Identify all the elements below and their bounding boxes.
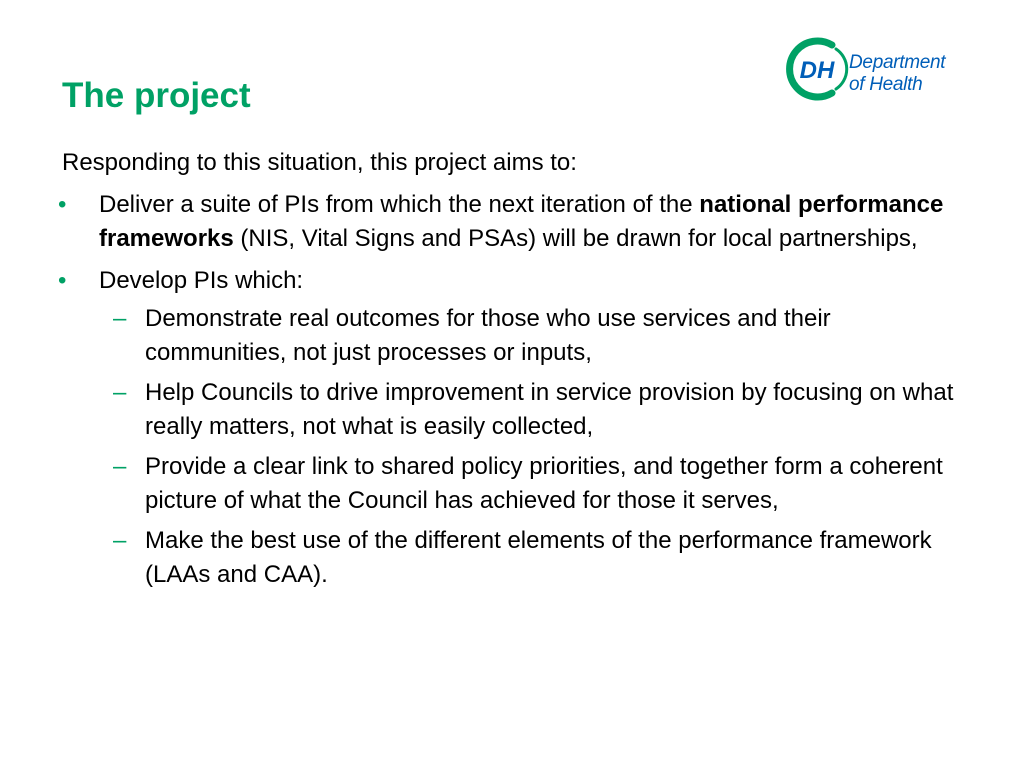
dash-icon: – [113, 527, 127, 554]
bullet-1-text-end: (NIS, Vital Signs and PSAs) will be drawn for local partnerships, [233, 225, 918, 252]
dh-logo-mark-text: DH [799, 57, 835, 84]
sub-bullet-list [99, 302, 962, 592]
sub-bullet-item [99, 524, 962, 592]
dash-icon: – [113, 453, 127, 480]
sub-bullet-item [99, 302, 962, 370]
dh-logo-line-1: Department [849, 52, 946, 73]
dh-logo-mark-icon [786, 37, 850, 101]
bullet-list [58, 188, 962, 592]
sub-bullet-text: Provide a clear link to shared policy priorities, and together form a coherent picture of what the Council has achieved for those it serves, [145, 453, 943, 514]
sub-bullet-text: Make the best use of the different elements of the performance framework (LAAs and CAA). [145, 527, 932, 588]
dh-logo-line-2: of Health [849, 74, 923, 95]
slide-body [58, 146, 962, 600]
bullet-1-bold-text: national performance frameworks [99, 191, 944, 252]
bullet-icon: • [58, 191, 67, 218]
dash-icon: – [113, 379, 127, 406]
dh-logo-wordmark [849, 52, 945, 96]
sub-bullet-text: Help Councils to drive improvement in service provision by focusing on what really matters, not what is easily collected, [145, 379, 954, 440]
sub-bullet-item [99, 376, 962, 444]
slide-title: The project [62, 76, 251, 115]
dash-icon: – [113, 305, 127, 332]
bullet-1-text-start: Deliver a suite of PIs from which the next iteration of the [99, 191, 700, 218]
sub-bullet-item [99, 450, 962, 518]
intro-text: Responding to this situation, this project aims to: [62, 149, 577, 176]
bullet-icon: • [58, 267, 67, 294]
bullet-2-text: Develop PIs which: [99, 267, 304, 294]
sub-bullet-text: Demonstrate real outcomes for those who use services and their communities, not just processes or inputs, [145, 305, 831, 366]
dh-logo [786, 37, 966, 101]
bullet-item [58, 264, 962, 592]
bullet-item [58, 188, 962, 256]
